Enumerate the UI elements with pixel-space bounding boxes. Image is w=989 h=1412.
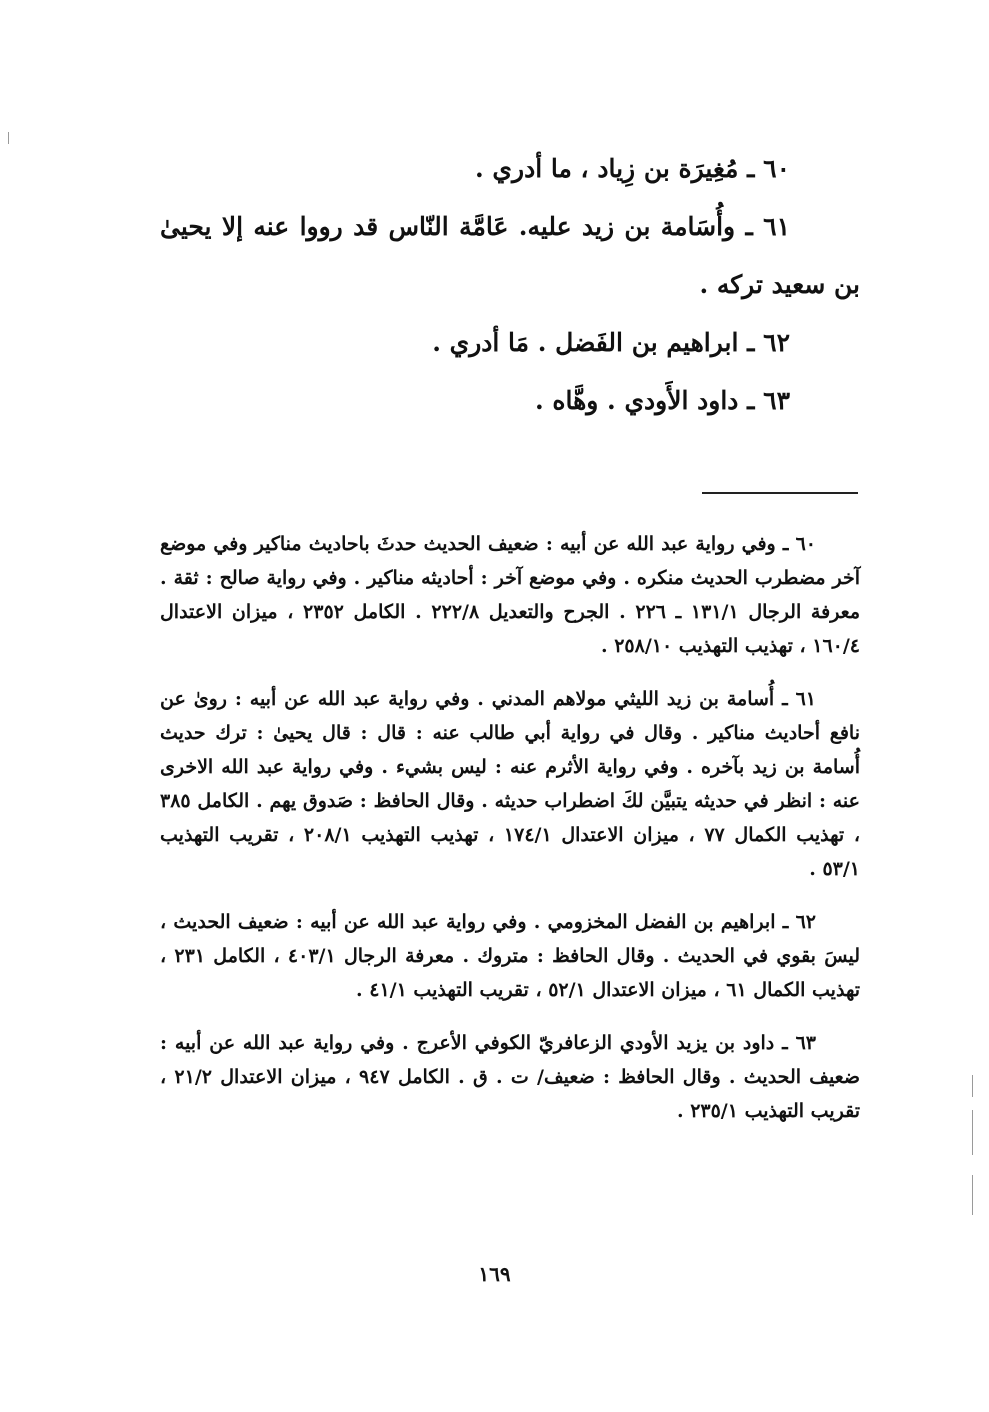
main-entry-61: ٦١ ـ وأُسَامة بن زيد عليه. عَامَّة النّاس قد رووا عنه إلا يحيىٰ بن سعيد تركه .	[160, 212, 860, 299]
footnote-63: ٦٣ ـ داود بن يزيد الأودي الزعافريّ الكوفي الأعرج . وفي رواية عبد الله عن أبيه : ضعيف الحديث . وقال الحافظ : ضعيف/ ت . ق . الكامل ٩٤٧ ، ميزان الاعتدال ٢١/٢ ، تقريب التهذيب ٢٣٥/١ .	[160, 1032, 860, 1122]
footnote-60: ٦٠ ـ وفي رواية عبد الله عن أبيه : ضعيف الحديث حدثَ باحاديث مناكير وفي موضع آخر مضطرب الحديث منكره . وفي موضع آخر : أحاديثه مناكير . وفي رواية صالح : ثقة . معرفة الرجال ١٣١/١ ـ ٢٢٦ . الجرح والتعديل ٢٢٢/٨ . الكامل ٢٣٥٢ ، ميزان الاعتدال ١٦٠/٤ ، تهذيب التهذيب ٢٥٨/١٠ .	[160, 533, 861, 657]
scan-edge-mark	[8, 132, 9, 144]
scan-edge-mark	[972, 1075, 973, 1097]
footnote-62: ٦٢ ـ ابراهيم بن الفضل المخزومي . وفي رواية عبد الله عن أبيه : ضعيف الحديث ، ليسَ بقوي في الحديث . وقال الحافظ : متروك . معرفة الرجال ٤٠٣/١ ، الكامل ٢٣١ ، تهذيب الكمال ٦١ ، ميزان الاعتدال ٥٢/١ ، تقريب التهذيب ٤١/١ .	[160, 911, 860, 1001]
main-entry-63: ٦٣ ـ داود الأَودي . وهَّاه .	[534, 386, 790, 415]
page-number: ١٦٩	[478, 1262, 511, 1286]
main-entry-62: ٦٢ ـ ابراهيم بن الفَضل . مَا أدري .	[432, 328, 790, 357]
scan-edge-mark	[972, 1175, 973, 1215]
footnote-divider	[702, 492, 858, 494]
footnotes	[160, 508, 860, 1142]
main-text	[160, 140, 860, 430]
scan-edge-mark	[972, 1110, 973, 1155]
main-entry-60: ٦٠ ـ مُغِيرَة بن زِياد ، ما أدري .	[475, 154, 790, 183]
footnote-61: ٦١ ـ أُسامة بن زيد الليثي مولاهم المدني . وفي رواية عبد الله عن أبيه : روىٰ عن نافع أحاديث مناكير . وقال في رواية أبي طالب عنه : قال : قال يحيىٰ : ترك حديث أُسامة بن زيد بآخره . وفي رواية الأثرم عنه : ليس بشيء . وفي رواية عبد الله الاخرى عنه : انظر في حديثه يتبيَّن لكَ اضطراب حديثه . وقال الحافظ : صَدوق يهم . الكامل ٣٨٥ ، تهذيب الكمال ٧٧ ، ميزان الاعتدال ١٧٤/١ ، تهذيب التهذيب ٢٠٨/١ ، تقريب التهذيب ٥٣/١ .	[160, 688, 860, 880]
